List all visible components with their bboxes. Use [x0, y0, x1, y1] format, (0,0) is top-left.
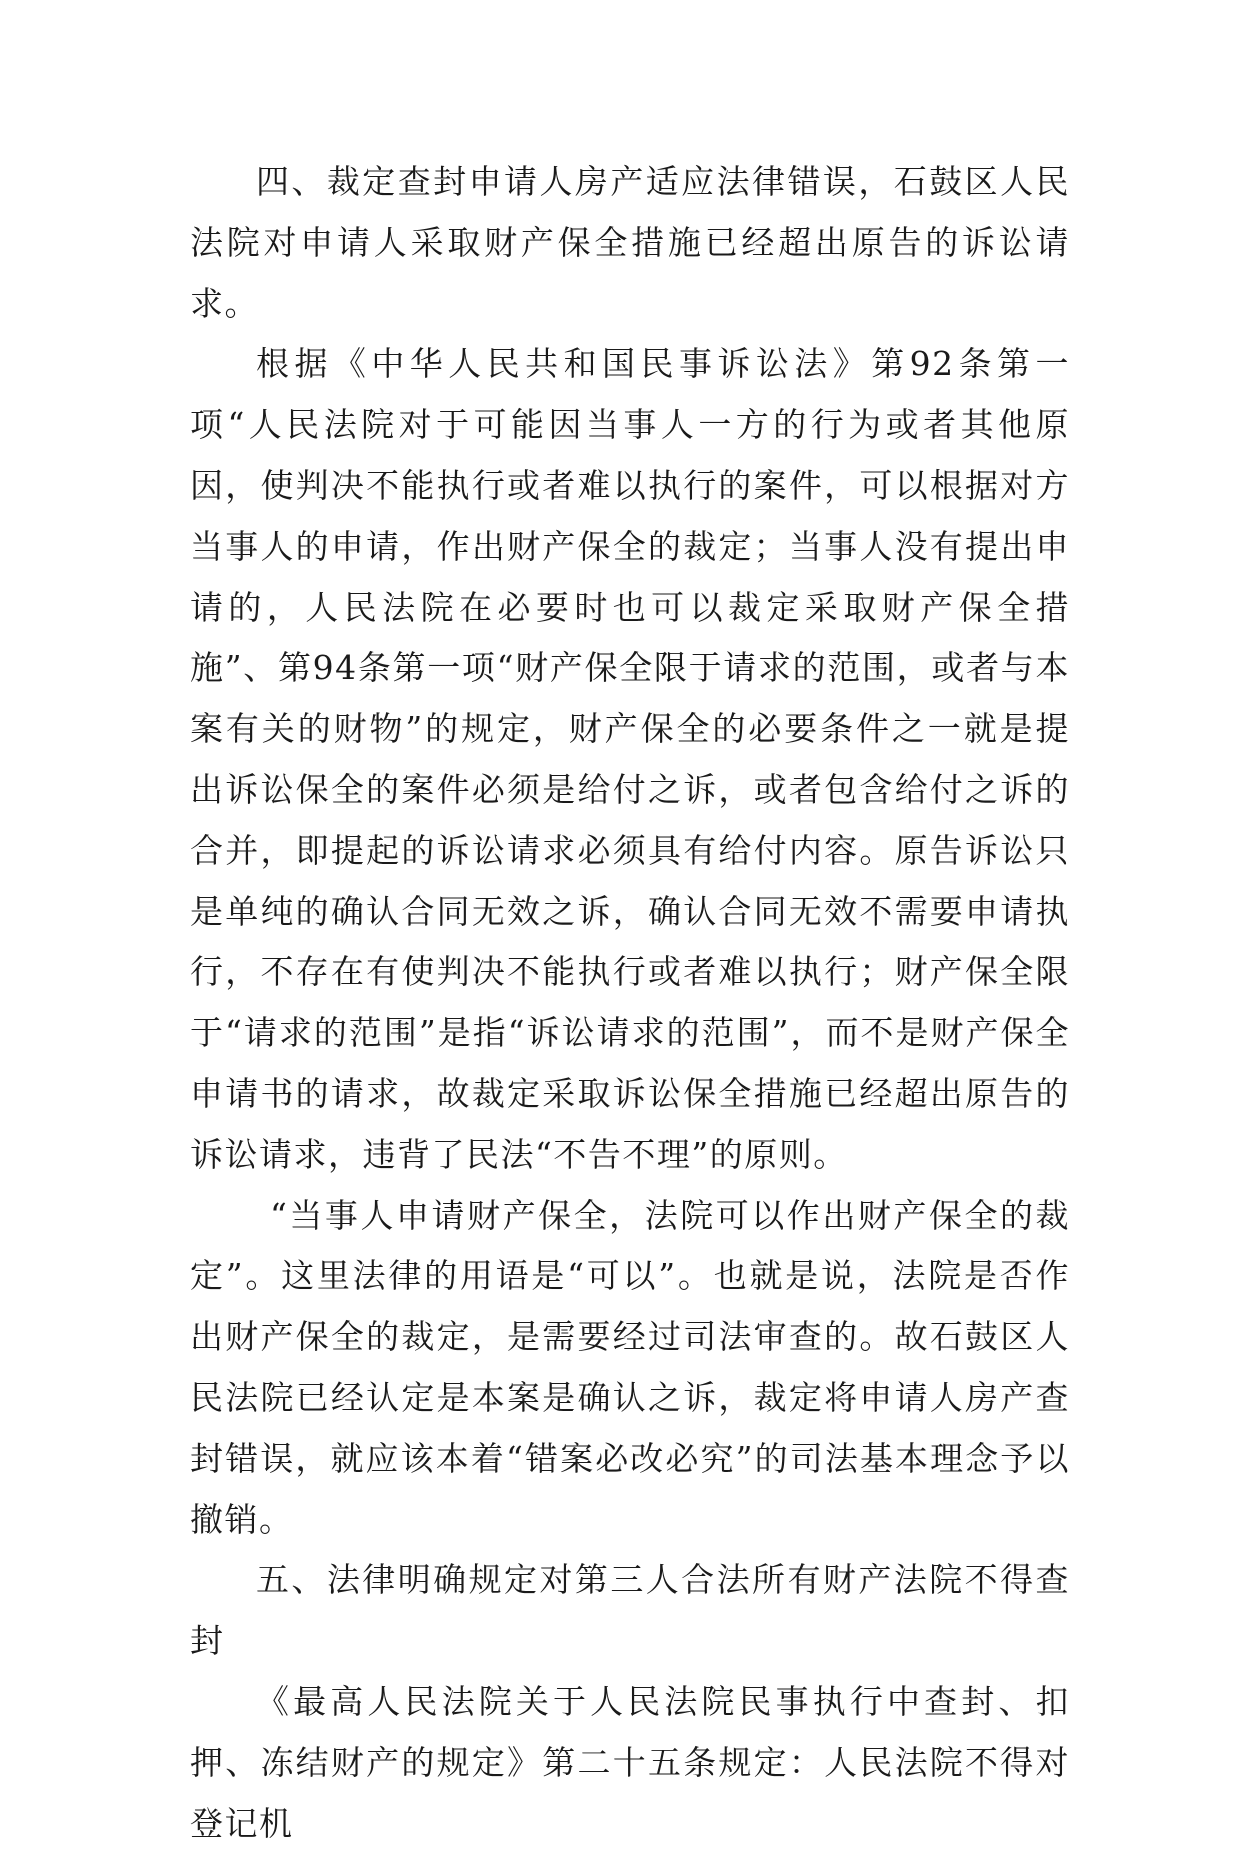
paragraph-legal-basis: 根据《中华人民共和国民事诉讼法》第92条第一项“人民法院对于可能因当事人一方的行为或者其他原因，使判决不能执行或者难以执行的案件，可以根据对方当事人的申请，作出财产保全的裁定；当事人没有提出申请的，人民法院在必要时也可以裁定采取财产保全措施”、第94条第一项“财产保全限于请求的范围，或者与本案有关的财物”的规定，财产保全的必要条件之一就是提出诉讼保全的案件必须是给付之诉，或者包含给付之诉的合并，即提起的诉讼请求必须具有给付内容。原告诉讼只是单纯的确认合同无效之诉，确认合同无效不需要申请执行，不存在有使判决不能执行或者难以执行；财产保全限于“请求的范围”是指“诉讼请求的范围”，而不是财产保全申请书的请求，故裁定采取诉讼保全措施已经超出原告的诉讼请求，违背了民法“不告不理”的原则。 — [190, 344, 1070, 1174]
paragraph-court-discretion: “当事人申请财产保全，法院可以作出财产保全的裁定”。这里法律的用语是“可以”。也就是说，法院是否作出财产保全的裁定，是需要经过司法审查的。故石鼓区人民法院已经认定是本案是确认之诉，裁定将申请人房产查封错误，就应该本着“错案必改必究”的司法基本理念予以撤销。 — [190, 1195, 1070, 1539]
paragraph-section-four-heading: 四、裁定查封申请人房产适应法律错误，石鼓区人民法院对申请人采取财产保全措施已经超出原告的诉讼请求。 — [190, 162, 1070, 323]
paragraph-section-five-heading: 五、法律明确规定对第三人合法所有财产法院不得查封 — [190, 1560, 1070, 1661]
document-body — [190, 152, 1070, 1854]
paragraph-supreme-court-rule: 《最高人民法院关于人民法院民事执行中查封、扣押、冻结财产的规定》第二十五条规定：人民法院不得对登记机 — [190, 1681, 1070, 1843]
